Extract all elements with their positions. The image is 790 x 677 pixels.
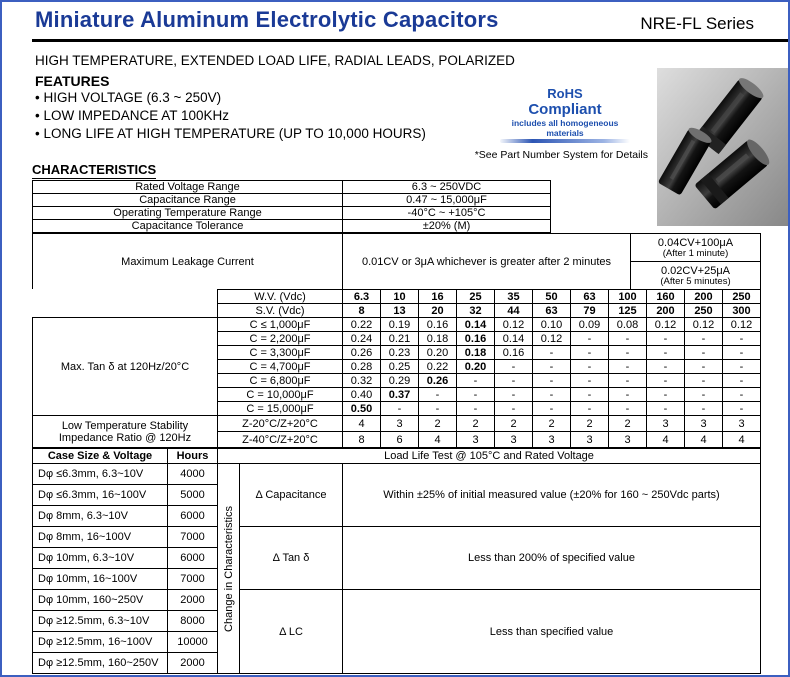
rohs-compliant-label: Compliant <box>528 101 602 118</box>
tan-delta-value: 0.16 <box>457 332 495 346</box>
tan-delta-value: - <box>419 402 457 416</box>
tan-delta-value: - <box>533 346 571 360</box>
sv-row-label: S.V. (Vdc) <box>218 304 343 318</box>
sv-value: 63 <box>533 304 571 318</box>
tan-delta-value: 0.21 <box>381 332 419 346</box>
tan-delta-value: 0.20 <box>457 360 495 374</box>
tan-delta-value: - <box>685 402 723 416</box>
spec-label: Capacitance Range <box>33 194 343 207</box>
tan-delta-value: - <box>723 402 761 416</box>
rohs-underline <box>500 139 630 143</box>
table-row <box>33 207 551 220</box>
tan-delta-value: - <box>495 388 533 402</box>
tan-delta-value: 0.12 <box>495 318 533 332</box>
wv-value: 6.3 <box>343 290 381 304</box>
subtitle: HIGH TEMPERATURE, EXTENDED LOAD LIFE, RADIAL LEADS, POLARIZED <box>35 53 515 68</box>
spec-value: -40°C ~ +105°C <box>343 207 551 220</box>
table-row <box>33 449 761 464</box>
impedance-ratio-value: 2 <box>495 416 533 432</box>
impedance-ratio-label: Z-20°C/Z+20°C <box>218 416 343 432</box>
impedance-ratio-value: 3 <box>495 432 533 448</box>
capacitance-row-label: C ≤ 1,000μF <box>218 318 343 332</box>
tan-delta-value: - <box>609 388 647 402</box>
impedance-ratio-value: 3 <box>381 416 419 432</box>
case-size-cell: Dφ ≥12.5mm, 160~250V <box>33 653 168 674</box>
impedance-ratio-value: 4 <box>343 416 381 432</box>
tan-delta-value: - <box>647 388 685 402</box>
tan-delta-group-label: Max. Tan δ at 120Hz/20°C <box>33 318 218 416</box>
spec-label: Rated Voltage Range <box>33 181 343 194</box>
tan-delta-value: - <box>457 374 495 388</box>
hours-cell: 6000 <box>168 506 218 527</box>
sv-value: 13 <box>381 304 419 318</box>
hours-cell: 2000 <box>168 590 218 611</box>
tan-delta-value: 0.12 <box>647 318 685 332</box>
spec-label: Operating Temperature Range <box>33 207 343 220</box>
impedance-ratio-value: 3 <box>533 432 571 448</box>
wv-value: 100 <box>609 290 647 304</box>
tan-delta-value: 0.20 <box>419 346 457 360</box>
capacitance-row-label: C = 3,300μF <box>218 346 343 360</box>
capacitance-row-label: C = 4,700μF <box>218 360 343 374</box>
impedance-ratio-value: 3 <box>609 432 647 448</box>
load-life-test-header: Load Life Test @ 105°C and Rated Voltage <box>218 449 761 464</box>
hours-cell: 6000 <box>168 548 218 569</box>
tan-delta-value: - <box>533 388 571 402</box>
tan-delta-value: 0.50 <box>343 402 381 416</box>
tan-delta-value: - <box>609 346 647 360</box>
spec-value: 6.3 ~ 250VDC <box>343 181 551 194</box>
leakage-formula: 0.02CV+25μA <box>660 264 731 277</box>
tan-delta-value: - <box>647 374 685 388</box>
case-size-cell: Dφ ≤6.3mm, 6.3~10V <box>33 464 168 485</box>
impedance-ratio-value: 3 <box>571 432 609 448</box>
tan-delta-value: - <box>647 402 685 416</box>
leakage-high-voltage-cell-2 <box>631 262 761 290</box>
tan-delta-value: - <box>457 388 495 402</box>
sv-value: 32 <box>457 304 495 318</box>
tan-delta-value: 0.40 <box>343 388 381 402</box>
tan-delta-value: - <box>609 360 647 374</box>
tan-delta-value: 0.25 <box>381 360 419 374</box>
table-row <box>33 181 551 194</box>
impedance-ratio-value: 3 <box>685 416 723 432</box>
table-row <box>33 304 761 318</box>
tan-delta-value: 0.32 <box>343 374 381 388</box>
delta-parameter: Δ Tan δ <box>240 527 343 590</box>
tan-delta-value: - <box>685 332 723 346</box>
header-rule <box>32 39 788 42</box>
tan-delta-value: - <box>609 374 647 388</box>
change-in-characteristics-label <box>218 464 240 674</box>
tan-delta-value: 0.23 <box>381 346 419 360</box>
tan-delta-value: - <box>533 360 571 374</box>
tan-delta-value: - <box>571 360 609 374</box>
wv-value: 35 <box>495 290 533 304</box>
tan-delta-value: 0.28 <box>343 360 381 374</box>
wv-value: 63 <box>571 290 609 304</box>
tan-delta-value: 0.19 <box>381 318 419 332</box>
capacitance-row-label: C = 10,000μF <box>218 388 343 402</box>
tan-delta-value: 0.18 <box>457 346 495 360</box>
leakage-note: (After 5 minutes) <box>660 275 731 287</box>
table-row <box>33 290 761 304</box>
corner-blank-cell <box>33 304 218 318</box>
hours-cell: 2000 <box>168 653 218 674</box>
table-row <box>33 464 761 485</box>
capacitance-row-label: C = 2,200μF <box>218 332 343 346</box>
page-title: Miniature Aluminum Electrolytic Capacitors <box>35 7 499 32</box>
low-temp-group-label <box>33 416 218 448</box>
wv-value: 25 <box>457 290 495 304</box>
case-size-header: Case Size & Voltage <box>33 449 168 464</box>
tan-delta-value: - <box>571 402 609 416</box>
tan-delta-value: 0.16 <box>419 318 457 332</box>
tan-delta-value: 0.08 <box>609 318 647 332</box>
spec-value: ±20% (M) <box>343 220 551 233</box>
table-row <box>33 234 761 262</box>
tan-delta-value: - <box>609 402 647 416</box>
sv-value: 300 <box>723 304 761 318</box>
tan-delta-value: 0.22 <box>343 318 381 332</box>
tan-delta-value: - <box>685 346 723 360</box>
table-row <box>33 416 761 432</box>
impedance-ratio-value: 8 <box>343 432 381 448</box>
impedance-ratio-value: 4 <box>419 432 457 448</box>
capacitance-row-label: C = 15,000μF <box>218 402 343 416</box>
impedance-ratio-value: 4 <box>723 432 761 448</box>
wv-value: 10 <box>381 290 419 304</box>
leakage-label: Maximum Leakage Current <box>33 234 343 290</box>
impedance-ratio-value: 6 <box>381 432 419 448</box>
capacitor-photo-image <box>657 68 790 226</box>
tan-delta-value: - <box>571 346 609 360</box>
wv-value: 160 <box>647 290 685 304</box>
hours-cell: 4000 <box>168 464 218 485</box>
tan-delta-value: 0.22 <box>419 360 457 374</box>
capacitance-row-label: C = 6,800μF <box>218 374 343 388</box>
load-life-table <box>32 448 761 674</box>
change-label-text: Change in Characteristics <box>222 505 235 632</box>
delta-spec: Less than 200% of specified value <box>343 527 761 590</box>
tan-delta-value: - <box>457 402 495 416</box>
tan-delta-value: - <box>723 374 761 388</box>
capacitor-photo <box>657 68 790 226</box>
tan-delta-value: - <box>609 332 647 346</box>
sv-value: 44 <box>495 304 533 318</box>
corner-blank-cell <box>33 290 218 304</box>
tan-delta-value: 0.12 <box>533 332 571 346</box>
tan-delta-value: - <box>647 346 685 360</box>
tan-delta-table <box>32 289 761 448</box>
tan-delta-value: - <box>571 332 609 346</box>
tan-delta-value: 0.24 <box>343 332 381 346</box>
impedance-ratio-value: 2 <box>533 416 571 432</box>
table-row <box>33 194 551 207</box>
rohs-title: RoHS <box>547 86 583 101</box>
wv-value: 250 <box>723 290 761 304</box>
tan-delta-value: - <box>533 374 571 388</box>
tan-delta-value: 0.09 <box>571 318 609 332</box>
feature-item: • LONG LIFE AT HIGH TEMPERATURE (UP TO 10,000 HOURS) <box>35 126 426 141</box>
feature-item: • LOW IMPEDANCE AT 100KHz <box>35 108 426 123</box>
tan-delta-value: 0.29 <box>381 374 419 388</box>
features-heading: FEATURES <box>35 73 110 89</box>
tan-delta-value: - <box>685 388 723 402</box>
tan-delta-value: - <box>495 402 533 416</box>
impedance-ratio-value: 4 <box>685 432 723 448</box>
tan-delta-value: 0.12 <box>685 318 723 332</box>
delta-spec: Within ±25% of initial measured value (±20% for 160 ~ 250Vdc parts) <box>343 464 761 527</box>
characteristics-heading: CHARACTERISTICS <box>32 162 157 177</box>
wv-value: 16 <box>419 290 457 304</box>
table-row <box>33 590 761 611</box>
case-size-cell: Dφ 8mm, 6.3~10V <box>33 506 168 527</box>
general-characteristics-table <box>32 180 551 233</box>
features-list <box>35 90 426 144</box>
tan-delta-value: - <box>571 388 609 402</box>
part-number-note: *See Part Number System for Details <box>474 149 648 161</box>
tan-delta-value: - <box>533 402 571 416</box>
tan-delta-value: - <box>647 360 685 374</box>
wv-value: 50 <box>533 290 571 304</box>
case-size-cell: Dφ 10mm, 6.3~10V <box>33 548 168 569</box>
tan-delta-value: 0.12 <box>723 318 761 332</box>
leakage-formula: 0.04CV+100μA <box>657 236 734 249</box>
sv-value: 79 <box>571 304 609 318</box>
case-size-cell: Dφ 8mm, 16~100V <box>33 527 168 548</box>
hours-cell: 5000 <box>168 485 218 506</box>
tan-delta-value: 0.14 <box>457 318 495 332</box>
impedance-ratio-value: 3 <box>647 416 685 432</box>
feature-item: • HIGH VOLTAGE (6.3 ~ 250V) <box>35 90 426 105</box>
table-row <box>33 527 761 548</box>
hours-header: Hours <box>168 449 218 464</box>
sv-value: 8 <box>343 304 381 318</box>
spec-label: Capacitance Tolerance <box>33 220 343 233</box>
spec-value: 0.47 ~ 15,000μF <box>343 194 551 207</box>
sv-value: 20 <box>419 304 457 318</box>
case-size-cell: Dφ 10mm, 160~250V <box>33 590 168 611</box>
sv-value: 125 <box>609 304 647 318</box>
tan-delta-value: 0.26 <box>343 346 381 360</box>
hours-cell: 7000 <box>168 527 218 548</box>
case-size-cell: Dφ ≤6.3mm, 16~100V <box>33 485 168 506</box>
tan-delta-value: - <box>685 360 723 374</box>
leakage-standard-value: 0.01CV or 3μA whichever is greater after 2 minutes <box>343 234 631 290</box>
impedance-ratio-value: 2 <box>457 416 495 432</box>
tan-delta-value: - <box>723 388 761 402</box>
table-row <box>33 220 551 233</box>
tan-delta-value: 0.10 <box>533 318 571 332</box>
case-size-cell: Dφ 10mm, 16~100V <box>33 569 168 590</box>
wv-row-label: W.V. (Vdc) <box>218 290 343 304</box>
tan-delta-value: - <box>495 360 533 374</box>
impedance-ratio-value: 2 <box>609 416 647 432</box>
tan-delta-value: - <box>723 332 761 346</box>
table-row <box>33 318 761 332</box>
impedance-ratio-label: Z-40°C/Z+20°C <box>218 432 343 448</box>
rohs-note: includes all homogeneous materials <box>511 118 619 138</box>
delta-parameter: Δ LC <box>240 590 343 674</box>
rohs-badge <box>500 87 630 143</box>
hours-cell: 10000 <box>168 632 218 653</box>
series-name: NRE-FL Series <box>640 14 754 33</box>
tan-delta-value: - <box>685 374 723 388</box>
impedance-ratio-value: 2 <box>571 416 609 432</box>
case-size-cell: Dφ ≥12.5mm, 16~100V <box>33 632 168 653</box>
wv-value: 200 <box>685 290 723 304</box>
delta-parameter: Δ Capacitance <box>240 464 343 527</box>
tan-delta-value: - <box>495 374 533 388</box>
case-size-cell: Dφ ≥12.5mm, 6.3~10V <box>33 611 168 632</box>
tan-delta-value: - <box>647 332 685 346</box>
leakage-note: (After 1 minute) <box>662 247 729 259</box>
tan-delta-value: - <box>419 388 457 402</box>
tan-delta-value: - <box>723 346 761 360</box>
tan-delta-value: 0.18 <box>419 332 457 346</box>
tan-delta-value: 0.16 <box>495 346 533 360</box>
tan-delta-value: 0.37 <box>381 388 419 402</box>
sv-value: 250 <box>685 304 723 318</box>
tan-delta-value: - <box>571 374 609 388</box>
impedance-ratio-value: 3 <box>457 432 495 448</box>
tan-delta-value: - <box>723 360 761 374</box>
impedance-ratio-value: 2 <box>419 416 457 432</box>
hours-cell: 7000 <box>168 569 218 590</box>
hours-cell: 8000 <box>168 611 218 632</box>
impedance-ratio-value: 3 <box>723 416 761 432</box>
low-temp-label-line2: Impedance Ratio @ 120Hz <box>58 431 192 444</box>
low-temp-label-line1: Low Temperature Stability <box>61 419 189 432</box>
tan-delta-value: - <box>381 402 419 416</box>
leakage-high-voltage-cell-1 <box>631 234 761 262</box>
tan-delta-value: 0.14 <box>495 332 533 346</box>
impedance-ratio-value: 4 <box>647 432 685 448</box>
sv-value: 200 <box>647 304 685 318</box>
leakage-current-table <box>32 233 761 290</box>
tan-delta-value: 0.26 <box>419 374 457 388</box>
delta-spec: Less than specified value <box>343 590 761 674</box>
